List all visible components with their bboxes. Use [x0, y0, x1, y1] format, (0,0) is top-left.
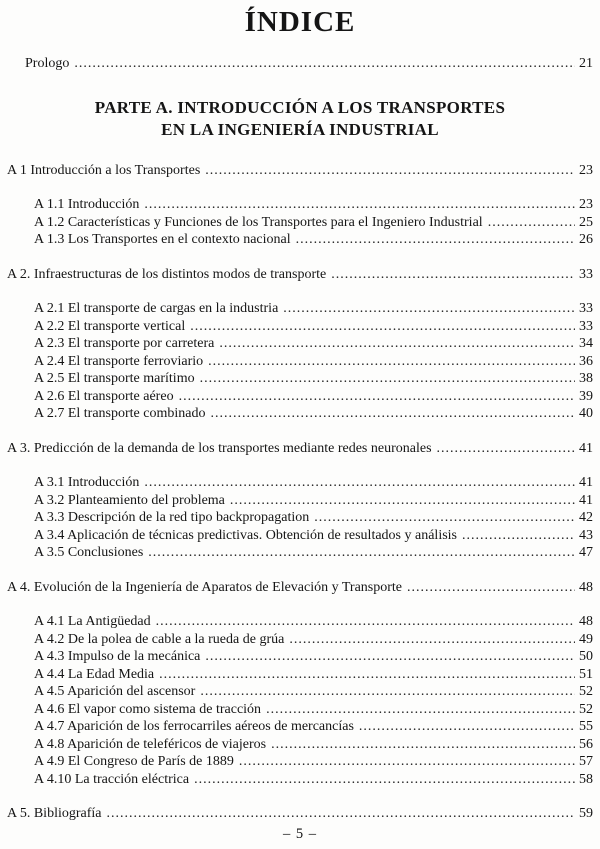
toc-page-number: 41 — [579, 492, 593, 508]
toc-page-number: 34 — [579, 336, 593, 351]
toc-page-number: 48 — [579, 614, 593, 629]
toc-subentry-row — [34, 683, 593, 701]
toc-entry-label: A 4.3 Impulso de la mecánica — [34, 649, 201, 664]
dot-leader — [462, 527, 575, 545]
dot-leader — [488, 214, 575, 232]
toc-entry-label: A 2.3 El transporte por carretera — [34, 336, 215, 351]
toc-entry-row — [7, 805, 593, 823]
dot-leader — [407, 579, 575, 597]
toc-entry-label: A 4.9 El Congreso de París de 1889 — [34, 754, 234, 769]
toc-subentry-row — [34, 370, 593, 388]
toc-entry-label: A 4.6 El vapor como sistema de tracción — [34, 701, 262, 717]
toc-subentry-row — [34, 388, 593, 406]
page-number-footer: – 5 – — [283, 826, 317, 842]
toc-page-number: 48 — [579, 579, 593, 595]
toc-entry-label: A 4.1 La Antigüedad — [34, 614, 151, 629]
toc-entry-label: Prologo — [25, 56, 70, 71]
dot-leader — [266, 701, 575, 719]
table-of-contents — [0, 55, 600, 823]
toc-entry-label: A 4.10 La tracción eléctrica — [34, 771, 190, 787]
toc-subentry-row — [34, 666, 593, 684]
toc-entry-label: A 4.7 Aparición de los ferrocarriles aéreos de mercancías — [34, 719, 354, 734]
dot-leader — [148, 544, 575, 562]
toc-entry-label: A 1.2 Características y Funciones de los Transportes para el Ingeniero Industrial — [34, 214, 483, 230]
toc-entry-label: A 4. Evolución de la Ingeniería de Aparatos de Elevación y Transporte — [7, 579, 403, 595]
toc-entry-label: A 4.2 De la polea de cable a la rueda de grúa — [34, 631, 285, 647]
dot-leader — [107, 805, 576, 823]
toc-page-number: 49 — [579, 631, 593, 647]
toc-subentry-row — [34, 335, 593, 353]
dot-leader — [205, 162, 575, 180]
toc-entries — [7, 162, 593, 823]
toc-entry-label: A 1.3 Los Transportes en el contexto nacional — [34, 232, 291, 247]
toc-entry-label: A 2.7 El transporte combinado — [34, 406, 206, 421]
toc-subentry-row — [34, 405, 593, 423]
toc-subentry-row — [34, 544, 593, 562]
toc-subentry-row — [34, 613, 593, 631]
dot-leader — [289, 631, 575, 649]
dot-leader — [156, 613, 575, 631]
dot-leader — [190, 318, 575, 336]
toc-entry-label: A 4.5 Aparición del ascensor — [34, 684, 196, 699]
toc-subentry-row — [34, 231, 593, 249]
toc-page-number: 47 — [579, 545, 593, 560]
toc-page-number: 36 — [579, 353, 593, 369]
toc-page-number: 41 — [579, 475, 593, 490]
toc-page-number: 25 — [579, 214, 593, 230]
toc-subentry-row — [34, 648, 593, 666]
toc-page-number: 51 — [579, 666, 593, 682]
toc-page-number: 33 — [579, 266, 593, 282]
toc-entry-label: A 4.4 La Edad Media — [34, 666, 155, 682]
toc-entry-label: A 1 Introducción a los Transportes — [7, 162, 201, 178]
dot-leader — [208, 353, 575, 371]
toc-page-number: 56 — [579, 736, 593, 752]
toc-page-number: 40 — [579, 406, 593, 421]
toc-page-number: 52 — [579, 701, 593, 717]
dot-leader — [205, 648, 575, 666]
toc-subentry-row — [34, 771, 593, 789]
dot-leader — [194, 771, 575, 789]
toc-entry-label: A 2.5 El transporte marítimo — [34, 371, 195, 386]
toc-entry-label: A 3.2 Planteamiento del problema — [34, 492, 225, 508]
toc-subentry-row — [34, 701, 593, 719]
toc-entry-label: A 2.1 El transporte de cargas en la industria — [34, 301, 279, 316]
toc-page-number: 38 — [579, 371, 593, 386]
toc-entry-label: A 4.8 Aparición de teleféricos de viajeros — [34, 736, 267, 752]
toc-page-number: 33 — [579, 301, 593, 316]
toc-page-number: 50 — [579, 649, 593, 664]
part-heading-line1: PARTE A. INTRODUCCIÓN A LOS TRANSPORTES — [94, 97, 506, 117]
toc-entry-label: A 2.2 El transporte vertical — [34, 318, 186, 334]
toc-subentry-row — [34, 318, 593, 336]
dot-leader — [230, 492, 575, 510]
toc-subentry-row — [34, 631, 593, 649]
dot-leader — [331, 266, 575, 284]
toc-subentry-row — [34, 196, 593, 214]
dot-leader — [159, 666, 575, 684]
dot-leader — [314, 509, 575, 527]
toc-page-number: 23 — [579, 197, 593, 212]
toc-subentry-row — [34, 474, 593, 492]
toc-page-number: 42 — [579, 510, 593, 525]
dot-leader — [219, 335, 575, 353]
part-heading-line2: EN LA INGENIERÍA INDUSTRIAL — [161, 119, 439, 139]
dot-leader — [210, 405, 575, 423]
toc-subentry-row — [34, 509, 593, 527]
toc-entry-label: A 2. Infraestructuras de los distintos modos de transporte — [7, 266, 327, 282]
toc-subentry-row — [34, 753, 593, 771]
toc-page-number: 41 — [579, 440, 593, 456]
toc-entry-label: A 5. Bibliografía — [7, 806, 102, 821]
dot-leader — [200, 683, 575, 701]
dot-leader — [144, 474, 575, 492]
toc-subentry-row — [34, 300, 593, 318]
toc-page-number: 52 — [579, 684, 593, 699]
toc-entry-label: A 3. Predicción de la demanda de los transportes mediante redes neuronales — [7, 440, 432, 456]
toc-page-number: 59 — [579, 806, 593, 821]
part-heading — [7, 97, 593, 141]
dot-leader — [200, 370, 575, 388]
toc-page-number: 57 — [579, 754, 593, 769]
dot-leader — [283, 300, 575, 318]
toc-entry-row — [7, 162, 593, 180]
toc-page-number: 43 — [579, 527, 593, 543]
toc-subentry-row — [34, 492, 593, 510]
toc-entry-row — [7, 579, 593, 597]
toc-subentry-row — [34, 736, 593, 754]
toc-subentry-row — [34, 718, 593, 736]
toc-entry-label: A 2.4 El transporte ferroviario — [34, 353, 204, 369]
dot-leader — [144, 196, 575, 214]
toc-entry-label: A 1.1 Introducción — [34, 197, 140, 212]
toc-entry-label: A 3.1 Introducción — [34, 475, 140, 490]
dot-leader — [359, 718, 575, 736]
toc-entry-row — [7, 440, 593, 458]
dot-leader — [239, 753, 575, 771]
toc-subentry-row — [34, 353, 593, 371]
dot-leader — [179, 388, 575, 406]
toc-page-number: 23 — [579, 162, 593, 178]
toc-page-number: 21 — [579, 56, 593, 71]
toc-page-number: 39 — [579, 388, 593, 404]
toc-page-number: 58 — [579, 771, 593, 787]
toc-entry-label: A 3.3 Descripción de la red tipo backpropagation — [34, 510, 310, 525]
dot-leader — [296, 231, 575, 249]
page-title: ÍNDICE — [244, 6, 356, 38]
toc-entry-label: A 3.5 Conclusiones — [34, 545, 144, 560]
toc-entry-label: A 2.6 El transporte aéreo — [34, 388, 174, 404]
dot-leader — [74, 55, 575, 73]
toc-subentry-row — [34, 527, 593, 545]
toc-page-number: 26 — [579, 232, 593, 247]
dot-leader — [437, 440, 575, 458]
toc-entry-row — [25, 55, 593, 73]
dot-leader — [271, 736, 575, 754]
toc-page-number: 33 — [579, 318, 593, 334]
toc-subentry-row — [34, 214, 593, 232]
toc-entry-label: A 3.4 Aplicación de técnicas predictivas. Obtención de resultados y análisis — [34, 527, 457, 543]
toc-page-number: 55 — [579, 719, 593, 734]
toc-entry-row — [7, 266, 593, 284]
